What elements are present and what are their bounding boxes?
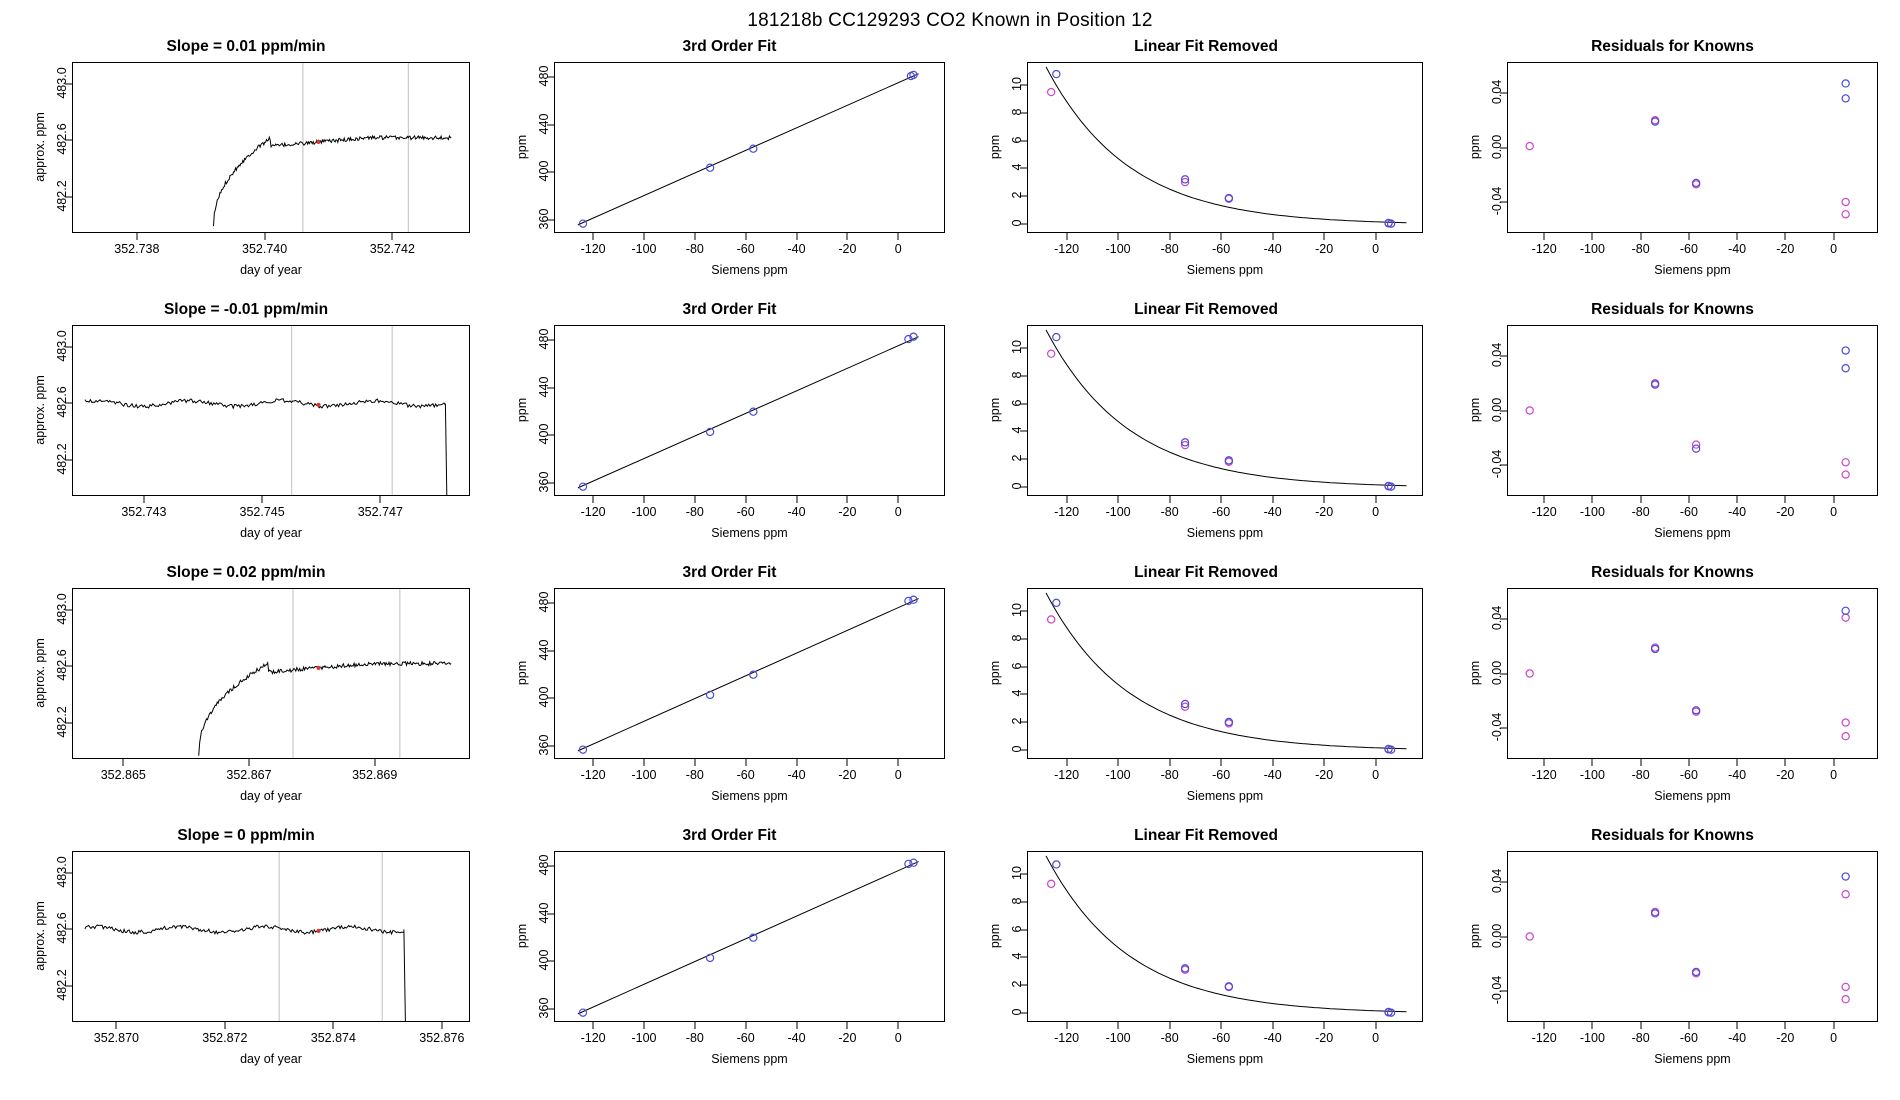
y-tick-label: 480 (537, 591, 551, 613)
y-tick-label: 8 (1010, 371, 1024, 379)
plot-canvas (1028, 589, 1422, 758)
panel-title: 3rd Order Fit (682, 301, 777, 318)
y-tick-label: 360 (537, 208, 551, 230)
x-tick-label: 352.747 (357, 505, 403, 519)
x-tick-label: -120 (1531, 505, 1557, 519)
plot-canvas (1028, 326, 1422, 495)
plot-panel-r1c1 (0, 32, 492, 295)
x-tick-label: 352.874 (310, 1031, 356, 1045)
y-tick-label: 6 (1010, 925, 1024, 933)
x-tick-label: 352.745 (239, 505, 285, 519)
x-tick-label: -100 (1105, 768, 1131, 782)
x-tick-label: -120 (1054, 768, 1080, 782)
y-axis-label: ppm (515, 134, 529, 159)
plot-area (1507, 851, 1878, 1022)
y-tick-label: 4 (1010, 163, 1024, 171)
x-tick-label: -40 (787, 242, 806, 256)
panel-title: Residuals for Knowns (1591, 301, 1754, 318)
x-tick-label: 352.876 (419, 1031, 465, 1045)
page-title: 181218b CC129293 CO2 Known in Position 12 (747, 10, 1153, 31)
panel-title: Residuals for Knowns (1591, 827, 1754, 844)
y-tick-label: 482.6 (55, 649, 69, 682)
y-tick-label: 0 (1010, 1008, 1024, 1016)
x-tick-label: 0 (894, 768, 902, 782)
x-tick-label: 0 (1830, 768, 1838, 782)
panel-title: Slope = -0.01 ppm/min (163, 301, 329, 318)
x-axis-label: Siemens ppm (1654, 789, 1731, 803)
y-tick-label: 0.04 (1490, 342, 1504, 368)
x-tick-label: -20 (1776, 242, 1795, 256)
x-axis-label: Siemens ppm (711, 526, 788, 540)
y-tick-label: 440 (537, 113, 551, 135)
plot-panel-r3c3 (967, 558, 1445, 821)
x-tick-label: -80 (1631, 1031, 1650, 1045)
y-tick-label: 482.2 (55, 969, 69, 1001)
plot-canvas (1508, 63, 1877, 232)
x-tick-label: -100 (1579, 1031, 1605, 1045)
y-axis-label: ppm (1468, 923, 1482, 948)
y-tick-label: 2 (1010, 191, 1024, 199)
plot-canvas (73, 63, 469, 232)
plot-panel-r2c2 (492, 295, 967, 558)
x-axis-label: Siemens ppm (1186, 263, 1264, 277)
x-tick-label: 0 (1372, 242, 1380, 256)
x-axis-label: Siemens ppm (711, 263, 788, 277)
y-tick-label: 480 (537, 328, 551, 350)
x-axis-label: Siemens ppm (1186, 789, 1264, 803)
y-tick-label: 6 (1010, 399, 1024, 407)
x-tick-label: -80 (1160, 1031, 1179, 1045)
y-axis-label: approx. ppm (33, 900, 47, 971)
y-tick-label: 483.0 (55, 330, 69, 362)
plot-panel-r3c4 (1445, 558, 1900, 821)
y-tick-label: 400 (537, 687, 551, 708)
plot-row (0, 558, 1900, 821)
y-tick-label: 482.6 (55, 386, 69, 419)
plot-area (1027, 62, 1423, 233)
y-axis-label: ppm (988, 923, 1002, 948)
y-tick-label: 0 (1010, 219, 1024, 227)
y-tick-label: 0.04 (1490, 868, 1504, 894)
plot-area (1507, 325, 1878, 496)
plot-canvas (555, 852, 944, 1021)
x-tick-label: -100 (1105, 242, 1131, 256)
plot-canvas (73, 852, 469, 1021)
plot-area (72, 851, 470, 1022)
x-tick-label: -20 (838, 768, 857, 782)
y-axis-label: ppm (515, 660, 529, 685)
y-tick-label: 10 (1010, 603, 1024, 618)
y-tick-label: 6 (1010, 662, 1024, 670)
y-axis-label: ppm (515, 397, 529, 422)
x-tick-label: 0 (1830, 505, 1838, 519)
x-tick-label: 0 (1372, 1031, 1380, 1045)
plot-canvas (555, 63, 944, 232)
y-tick-label: 0 (1010, 482, 1024, 490)
x-tick-label: -60 (1679, 505, 1698, 519)
x-axis-label: day of year (240, 1052, 302, 1066)
x-tick-label: 0 (1830, 1031, 1838, 1045)
y-tick-label: -0.04 (1490, 186, 1504, 216)
x-axis-label: Siemens ppm (1186, 1052, 1264, 1066)
y-tick-label: -0.04 (1490, 975, 1504, 1005)
x-tick-label: -20 (1315, 768, 1334, 782)
x-tick-label: -80 (685, 1031, 704, 1045)
x-tick-label: -120 (580, 242, 606, 256)
y-axis-label: ppm (988, 134, 1002, 159)
x-tick-label: -40 (1263, 505, 1282, 519)
plot-canvas (1508, 589, 1877, 758)
plot-row (0, 295, 1900, 558)
plot-panel-r2c4 (1445, 295, 1900, 558)
x-tick-label: 352.867 (226, 768, 272, 782)
y-tick-label: 480 (537, 65, 551, 87)
y-axis-label: ppm (515, 923, 529, 948)
y-tick-label: 4 (1010, 952, 1024, 960)
x-tick-label: -60 (736, 768, 755, 782)
x-tick-label: -40 (1263, 242, 1282, 256)
x-tick-label: -80 (1631, 242, 1650, 256)
plot-canvas (555, 589, 944, 758)
y-tick-label: 0 (1010, 745, 1024, 753)
x-tick-label: -120 (1531, 768, 1557, 782)
y-tick-label: 360 (537, 997, 551, 1019)
x-tick-label: -20 (1776, 1031, 1795, 1045)
plot-area (1027, 325, 1423, 496)
x-axis-label: Siemens ppm (711, 1052, 788, 1066)
x-tick-label: -120 (580, 768, 606, 782)
y-tick-label: 4 (1010, 426, 1024, 434)
y-axis-label: approx. ppm (33, 637, 47, 708)
plot-panel-r4c4 (1445, 821, 1900, 1084)
panel-title: Linear Fit Removed (1134, 301, 1278, 318)
x-tick-label: -100 (631, 768, 657, 782)
y-tick-label: 360 (537, 471, 551, 493)
x-tick-label: 352.742 (369, 242, 415, 256)
plot-area (1507, 588, 1878, 759)
plot-panel-r2c1 (0, 295, 492, 558)
x-tick-label: -20 (838, 505, 857, 519)
x-tick-label: -20 (1315, 242, 1334, 256)
y-tick-label: 440 (537, 639, 551, 661)
y-tick-label: 400 (537, 950, 551, 971)
x-tick-label: -20 (1315, 505, 1334, 519)
plot-panel-r2c3 (967, 295, 1445, 558)
y-tick-label: 440 (537, 376, 551, 398)
y-tick-label: 360 (537, 734, 551, 756)
y-tick-label: 2 (1010, 717, 1024, 725)
x-tick-label: -60 (736, 1031, 755, 1045)
plot-area (554, 588, 945, 759)
x-tick-label: -60 (736, 242, 755, 256)
plot-canvas (73, 589, 469, 758)
x-tick-label: -40 (1263, 1031, 1282, 1045)
y-tick-label: -0.04 (1490, 712, 1504, 742)
x-tick-label: -60 (736, 505, 755, 519)
y-tick-label: 0.00 (1490, 134, 1504, 159)
x-tick-label: -40 (787, 1031, 806, 1045)
x-tick-label: -60 (1679, 1031, 1698, 1045)
x-tick-label: -20 (838, 242, 857, 256)
plot-panel-r1c4 (1445, 32, 1900, 295)
y-tick-label: 483.0 (55, 593, 69, 625)
x-tick-label: -100 (631, 505, 657, 519)
y-tick-label: 482.2 (55, 443, 69, 475)
x-tick-label: -100 (1579, 768, 1605, 782)
plot-canvas (1508, 852, 1877, 1021)
x-tick-label: -20 (1776, 505, 1795, 519)
x-tick-label: 0 (894, 242, 902, 256)
x-tick-label: -80 (1160, 768, 1179, 782)
x-tick-label: -40 (787, 505, 806, 519)
panel-title: Slope = 0 ppm/min (177, 827, 315, 844)
x-tick-label: -40 (787, 768, 806, 782)
x-tick-label: 352.743 (121, 505, 167, 519)
x-tick-label: 352.738 (114, 242, 160, 256)
x-tick-label: -80 (685, 505, 704, 519)
y-axis-label: ppm (1468, 660, 1482, 685)
x-axis-label: day of year (240, 526, 302, 540)
plot-panel-r1c2 (492, 32, 967, 295)
x-tick-label: -60 (1212, 505, 1231, 519)
x-tick-label: 352.872 (202, 1031, 248, 1045)
plot-panel-r4c3 (967, 821, 1445, 1084)
x-tick-label: -120 (580, 1031, 606, 1045)
panel-title: Linear Fit Removed (1134, 564, 1278, 581)
x-tick-label: -120 (580, 505, 606, 519)
x-tick-label: -100 (1579, 242, 1605, 256)
y-tick-label: 10 (1010, 866, 1024, 881)
y-axis-label: approx. ppm (33, 374, 47, 445)
plot-panel-r4c2 (492, 821, 967, 1084)
x-tick-label: -120 (1531, 1031, 1557, 1045)
y-axis-label: ppm (1468, 134, 1482, 159)
y-axis-label: ppm (988, 660, 1002, 685)
y-axis-label: ppm (988, 397, 1002, 422)
x-tick-label: -100 (631, 242, 657, 256)
x-tick-label: 0 (1372, 505, 1380, 519)
panel-title: Residuals for Knowns (1591, 38, 1754, 55)
x-tick-label: -60 (1212, 242, 1231, 256)
x-tick-label: -20 (838, 1031, 857, 1045)
y-tick-label: 0.04 (1490, 605, 1504, 631)
x-axis-label: day of year (240, 789, 302, 803)
y-tick-label: 4 (1010, 689, 1024, 697)
x-tick-label: -80 (685, 768, 704, 782)
plot-canvas (1508, 326, 1877, 495)
x-tick-label: -80 (1160, 505, 1179, 519)
plot-area (554, 62, 945, 233)
x-axis-label: Siemens ppm (711, 789, 788, 803)
x-tick-label: 0 (894, 505, 902, 519)
panel-title: 3rd Order Fit (682, 564, 777, 581)
y-tick-label: 2 (1010, 454, 1024, 462)
x-tick-label: -100 (1105, 505, 1131, 519)
x-axis-label: Siemens ppm (1654, 263, 1731, 277)
plot-area (554, 325, 945, 496)
plot-area (72, 588, 470, 759)
x-tick-label: -100 (1105, 1031, 1131, 1045)
panel-title: Linear Fit Removed (1134, 827, 1278, 844)
x-tick-label: 352.865 (100, 768, 146, 782)
plot-canvas (1028, 852, 1422, 1021)
y-tick-label: 483.0 (55, 67, 69, 99)
x-tick-label: -60 (1212, 1031, 1231, 1045)
y-tick-label: 482.2 (55, 706, 69, 738)
plot-area (1507, 62, 1878, 233)
panel-title: Slope = 0.02 ppm/min (166, 564, 326, 581)
plot-row (0, 821, 1900, 1084)
y-axis-label: approx. ppm (33, 111, 47, 182)
x-tick-label: -80 (1631, 768, 1650, 782)
plot-canvas (73, 326, 469, 495)
x-tick-label: 0 (1372, 768, 1380, 782)
plot-area (72, 325, 470, 496)
y-tick-label: 482.6 (55, 912, 69, 945)
x-tick-label: -60 (1679, 768, 1698, 782)
x-tick-label: 352.740 (242, 242, 288, 256)
plot-grid (0, 32, 1900, 1092)
y-tick-label: 400 (537, 424, 551, 445)
plot-canvas (1028, 63, 1422, 232)
plot-panel-r1c3 (967, 32, 1445, 295)
plot-panel-r4c1 (0, 821, 492, 1084)
panel-title: Linear Fit Removed (1134, 38, 1278, 55)
plot-area (1027, 851, 1423, 1022)
x-tick-label: -40 (1263, 768, 1282, 782)
panel-title: 3rd Order Fit (682, 38, 777, 55)
y-tick-label: -0.04 (1490, 449, 1504, 479)
x-tick-label: 0 (1830, 242, 1838, 256)
panel-title: Residuals for Knowns (1591, 564, 1754, 581)
y-tick-label: 10 (1010, 340, 1024, 355)
x-tick-label: -120 (1531, 242, 1557, 256)
x-tick-label: -100 (631, 1031, 657, 1045)
x-tick-label: -20 (1776, 768, 1795, 782)
panel-title: Slope = 0.01 ppm/min (166, 38, 326, 55)
x-axis-label: Siemens ppm (1186, 526, 1264, 540)
x-tick-label: -80 (685, 242, 704, 256)
y-tick-label: 400 (537, 161, 551, 182)
y-tick-label: 483.0 (55, 856, 69, 888)
y-tick-label: 440 (537, 902, 551, 924)
plot-canvas (555, 326, 944, 495)
x-tick-label: -120 (1054, 505, 1080, 519)
y-tick-label: 8 (1010, 634, 1024, 642)
y-tick-label: 0.04 (1490, 79, 1504, 105)
x-tick-label: -40 (1728, 505, 1747, 519)
x-tick-label: -80 (1160, 242, 1179, 256)
y-tick-label: 8 (1010, 897, 1024, 905)
x-tick-label: -40 (1728, 242, 1747, 256)
x-tick-label: 352.870 (93, 1031, 139, 1045)
x-tick-label: -120 (1054, 242, 1080, 256)
y-tick-label: 0.00 (1490, 923, 1504, 948)
x-axis-label: Siemens ppm (1654, 526, 1731, 540)
x-tick-label: -20 (1315, 1031, 1334, 1045)
x-tick-label: -60 (1679, 242, 1698, 256)
x-tick-label: -40 (1728, 1031, 1747, 1045)
x-tick-label: -60 (1212, 768, 1231, 782)
plot-row (0, 32, 1900, 295)
panel-title: 3rd Order Fit (682, 827, 777, 844)
x-tick-label: 0 (894, 1031, 902, 1045)
plot-area (554, 851, 945, 1022)
plot-area (1027, 588, 1423, 759)
plot-panel-r3c2 (492, 558, 967, 821)
y-tick-label: 482.6 (55, 123, 69, 156)
x-axis-label: Siemens ppm (1654, 1052, 1731, 1066)
y-tick-label: 480 (537, 854, 551, 876)
x-axis-label: day of year (240, 263, 302, 277)
x-tick-label: -100 (1579, 505, 1605, 519)
x-tick-label: -40 (1728, 768, 1747, 782)
x-tick-label: -120 (1054, 1031, 1080, 1045)
y-tick-label: 8 (1010, 108, 1024, 116)
y-tick-label: 0.00 (1490, 660, 1504, 685)
x-tick-label: 352.869 (352, 768, 398, 782)
y-tick-label: 0.00 (1490, 397, 1504, 422)
x-tick-label: -80 (1631, 505, 1650, 519)
y-axis-label: ppm (1468, 397, 1482, 422)
plot-area (72, 62, 470, 233)
plot-panel-r3c1 (0, 558, 492, 821)
y-tick-label: 10 (1010, 77, 1024, 92)
y-tick-label: 2 (1010, 980, 1024, 988)
y-tick-label: 482.2 (55, 180, 69, 212)
y-tick-label: 6 (1010, 136, 1024, 144)
